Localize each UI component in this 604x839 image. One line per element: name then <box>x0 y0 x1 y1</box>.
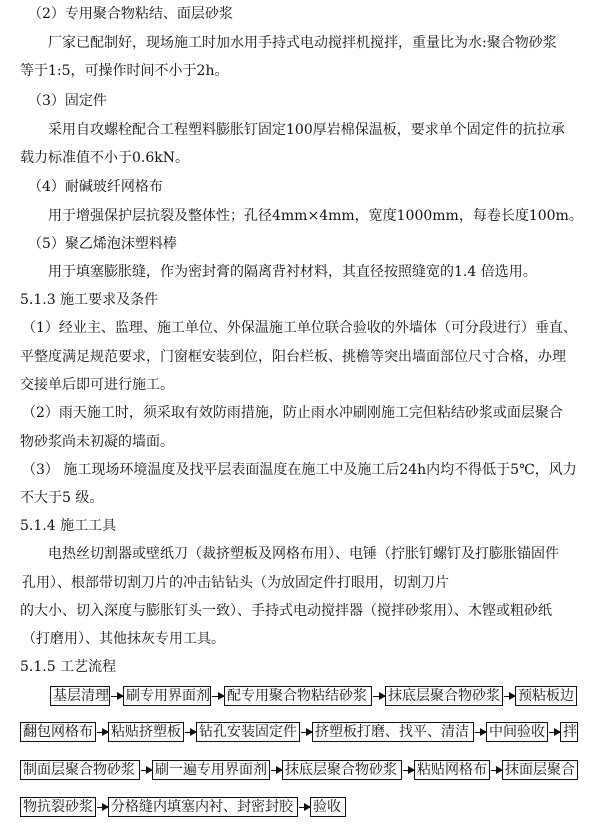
arrow-right-icon <box>491 770 502 771</box>
flow-step: 挤塑板打磨、找平、清洁 <box>312 722 474 742</box>
arrow-right-icon <box>403 770 414 771</box>
paragraph-line: （2）雨天施工时，须采取有效防雨措施，防止雨水冲刷刚施工完但粘结砂浆或面层聚合 <box>22 405 563 421</box>
arrow-right-icon <box>141 770 152 771</box>
flow-step: 抹底层聚合物砂浆 <box>282 760 402 780</box>
arrow-right-icon <box>185 732 196 733</box>
flow-step: 拌 <box>560 722 578 742</box>
process-flow-row-3 <box>0 760 604 782</box>
paragraph-line: 平整度满足规范要求，门窗框安装到位，阳台栏板、挑檐等突出墙面部位尺寸合格，办理 <box>20 349 566 365</box>
flow-step: 中间验收 <box>486 722 548 742</box>
arrow-right-icon <box>504 696 515 697</box>
flow-step: 基层清理 <box>50 686 110 706</box>
flow-step: 制面层聚合物砂浆 <box>20 760 140 780</box>
section-heading-5-1-4: 5.1.4 施工工具 <box>20 518 117 534</box>
paragraph-line: 电热丝切割器或壁纸刀（裁挤塑板及网格布用）、电锤（拧胀钉螺钉及打膨胀锚固件 <box>48 546 559 562</box>
flow-step: 分格缝内填塞内衬、封密封胶 <box>108 797 298 817</box>
process-flow-row-4 <box>0 797 604 819</box>
flow-step: 翻包网格布 <box>20 722 96 742</box>
flow-step: 刷一遍专用界面剂 <box>152 760 270 780</box>
section-heading-5-1-5: 5.1.5 工艺流程 <box>20 659 117 675</box>
arrow-right-icon <box>301 732 312 733</box>
arrow-right-icon <box>97 807 108 808</box>
arrow-right-icon <box>549 732 560 733</box>
paragraph-line: 的大小、切入深度与膨胀钉头一致）、手持式电动搅拌器（搅拌砂浆用）、木铿或粗砂纸 <box>20 603 552 619</box>
flow-step: 钻孔安装固定件 <box>196 722 300 742</box>
flow-step: 刷专用界面剂 <box>123 686 211 706</box>
paragraph-line: 孔用）、根部带切割刀片的冲击钻钻头（为放固定件打眼用，切割刀片 <box>22 575 449 591</box>
paragraph-line: 物砂浆尚未初凝的墙面。 <box>20 434 174 450</box>
process-flow-row-1 <box>0 686 604 708</box>
paragraph-line: 用于填塞膨胀缝，作为密封膏的隔离背衬材料，其直径按照缝宽的1.4 倍选用。 <box>48 264 537 280</box>
flow-step: 粘贴网格布 <box>414 760 490 780</box>
arrow-right-icon <box>271 770 282 771</box>
flow-step: 粘贴挤塑板 <box>108 722 184 742</box>
section-heading-5-1-3: 5.1.3 施工要求及条件 <box>20 292 159 308</box>
flow-step: 抹底层聚合物砂浆 <box>385 686 503 706</box>
paragraph-line: 等于1:5，可操作时间不小于2h。 <box>20 63 229 79</box>
heading-polymer-mortar: （2）专用聚合物粘结、面层砂浆 <box>28 6 233 22</box>
flow-step: 验收 <box>310 797 346 817</box>
arrow-right-icon <box>475 732 486 733</box>
flow-step: 抹面层聚合 <box>502 760 578 780</box>
paragraph-line: 采用自攻螺栓配合工程塑料膨胀钉固定100厚岩棉保温板，要求单个固定件的抗拉承 <box>48 122 565 138</box>
heading-foam-rod: （5）聚乙烯泡沫塑料棒 <box>28 236 177 252</box>
arrow-right-icon <box>111 696 123 697</box>
heading-fastener: （3）固定件 <box>28 93 107 109</box>
arrow-right-icon <box>97 732 108 733</box>
paragraph-line: （1）经业主、监理、施工单位、外保温施工单位联合验收的外墙体（可分段进行）垂直、 <box>22 320 577 336</box>
paragraph-line: 交接单后即可进行施工。 <box>20 377 174 393</box>
flow-step: 预粘板边 <box>515 686 577 706</box>
flow-step: 配专用聚合物粘结砂浆 <box>224 686 372 706</box>
paragraph-line: （3） 施工现场环境温度及找平层表面温度在施工中及施工后24h内均不得低于5℃，风力 <box>22 462 577 478</box>
paragraph-line: 载力标准值不小于0.6kN。 <box>20 150 189 166</box>
paragraph-line: 用于增强保护层抗裂及整体性；孔径4mm×4mm，宽度1000mm，每卷长度100m。 <box>48 208 583 224</box>
arrow-right-icon <box>212 696 224 697</box>
process-flow-row-2 <box>0 722 604 744</box>
paragraph-line: （打磨用）、其他抹灰专用工具。 <box>22 631 225 647</box>
paragraph-line: 厂家已配制好，现场施工时加水用手持式电动搅拌机搅拌，重量比为水:聚合物砂浆 <box>48 35 557 51</box>
paragraph-line: 不大于5 级。 <box>20 490 104 506</box>
flow-step: 物抗裂砂浆 <box>20 797 96 817</box>
arrow-right-icon <box>373 696 385 697</box>
arrow-right-icon <box>299 807 310 808</box>
heading-mesh: （4）耐碱玻纤网格布 <box>28 179 163 195</box>
